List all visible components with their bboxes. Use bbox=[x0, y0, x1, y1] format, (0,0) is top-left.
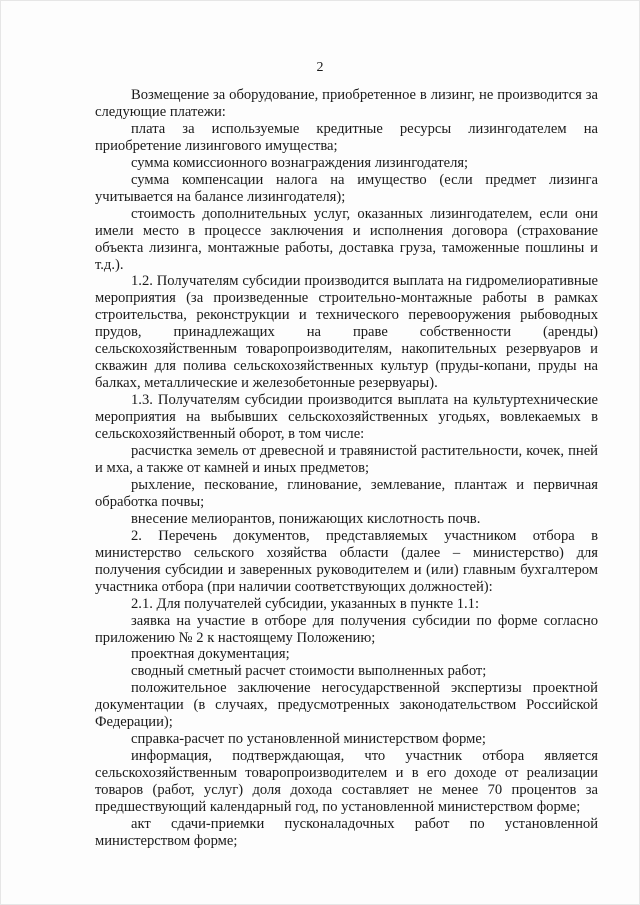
paragraph: 1.3. Получателям субсидии производится выплата на культуртехнические мероприятия на выбывших сельскохозяйственных угодьях, вовлекаемых в сельскохозяйственный оборот, в том числе: bbox=[95, 392, 598, 443]
paragraph: справка-расчет по установленной министерством форме; bbox=[131, 731, 486, 748]
paragraph: рыхление, пескование, глинование, землевание, плантаж и первичная обработка почвы; bbox=[95, 476, 598, 510]
page-number: 2 bbox=[316, 60, 324, 75]
paragraph: заявка на участие в отборе для получения субсидии по форме согласно приложению № 2 к настоящему Положению; bbox=[95, 612, 598, 646]
paragraph: проектная документация; bbox=[131, 646, 290, 663]
paragraph: внесение мелиорантов, понижающих кислотность почв. bbox=[131, 510, 481, 527]
paragraph: сумма компенсации налога на имущество (если предмет лизинга учитывается на балансе лизингодателя); bbox=[95, 171, 598, 205]
paragraph: положительное заключение негосударственной экспертизы проектной документации (в случаях, предусмотренных законодательством Российской Федерации); bbox=[95, 680, 598, 731]
paragraph: сумма комиссионного вознаграждения лизингодателя; bbox=[131, 154, 469, 171]
paragraph: 1.2. Получателям субсидии производится выплата на гидромелиоративные мероприятия (за произведенные строительно-монтажные работы в рамках строительства, реконструкции и технического перевооружения рыбоводных прудов, принадлежащих на праве собственности (аренды) сельскохозяйственным товаропроизводителям, накопительных резервуаров и скважин для полива сельскохозяйственных культур (пруды-копани, пруды на балках, металлические и железобетонные резервуары). bbox=[95, 273, 598, 392]
paragraph: Возмещение за оборудование, приобретенное в лизинг, не производится за следующие платежи: bbox=[95, 87, 598, 120]
paragraph: расчистка земель от древесной и травянистой растительности, кочек, пней и мха, а также от камней и иных предметов; bbox=[95, 443, 598, 476]
paragraph: акт сдачи-приемки пусконаладочных работ по установленной министерством форме; bbox=[95, 815, 598, 849]
paragraph: стоимость дополнительных услуг, оказанных лизингодателем, если они имели место в процессе заключения и исполнения договора (страхование объекта лизинга, монтажные работы, доставка груза, таможенные пошлины и т.д.). bbox=[95, 205, 598, 273]
paragraph: 2. Перечень документов, представляемых участником отбора в министерство сельского хозяйства области (далее – министерство) для получения субсидии и заверенных руководителем и (или) главным бухгалтером участника отбора (при наличии соответствующих должностей): bbox=[95, 527, 598, 595]
paragraph: 2.1. Для получателей субсидии, указанных в пункте 1.1: bbox=[131, 595, 479, 612]
document-body bbox=[95, 87, 598, 850]
paragraph: сводный сметный расчет стоимости выполненных работ; bbox=[131, 663, 487, 680]
paragraph: информация, подтверждающая, что участник отбора является сельскохозяйственным товаропроизводителем и в его доходе от реализации товаров (работ, услуг) доля дохода составляет не менее 70 процентов за предшествующий календарный год, по установленной министерством форме; bbox=[95, 748, 598, 816]
paragraph: плата за используемые кредитные ресурсы лизингодателем на приобретение лизингового имущества; bbox=[95, 120, 598, 154]
